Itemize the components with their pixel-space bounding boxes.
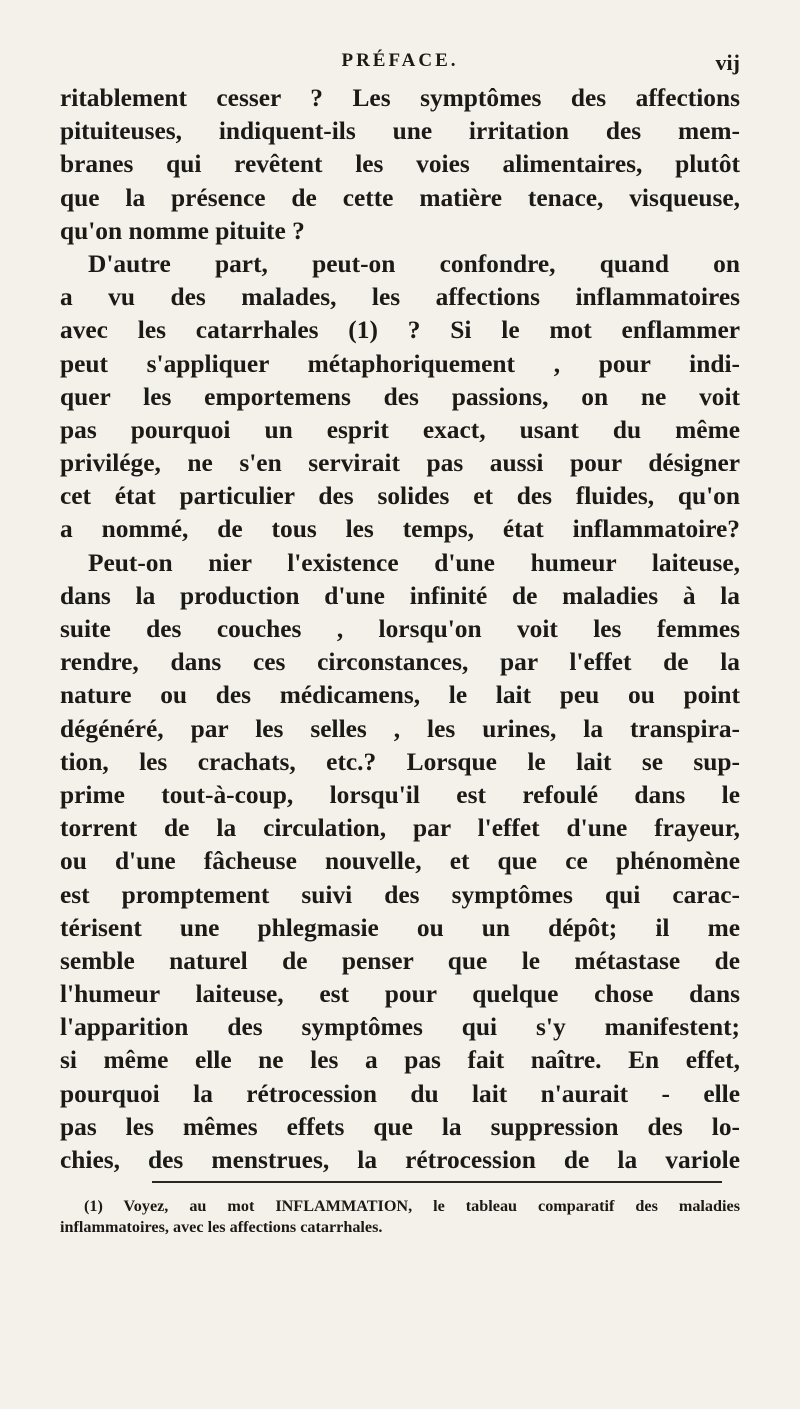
footnote-line: (1) Voyez, au mot INFLAMMATION, le tableau comparatif des maladies xyxy=(84,1197,740,1215)
footnote-line: inflammatoires, avec les affections catarrhales. xyxy=(60,1218,383,1236)
page-header xyxy=(60,50,740,80)
body-text xyxy=(60,82,740,1177)
footnote-divider xyxy=(152,1181,722,1183)
text-line: avec les catarrhales (1) ? Si le mot enflammer xyxy=(60,316,740,345)
text-line: a nommé, de tous les temps, état inflammatoire? xyxy=(60,515,740,544)
text-line: que la présence de cette matière tenace, visqueuse, xyxy=(60,183,740,212)
text-line: prime tout-à-coup, lorsqu'il est refoulé dans le xyxy=(60,780,740,809)
text-line: Peut-on nier l'existence d'une humeur laiteuse, xyxy=(88,548,740,577)
text-line: D'autre part, peut-on confondre, quand on xyxy=(88,249,740,278)
text-line: peut s'appliquer métaphoriquement , pour indi- xyxy=(60,349,740,378)
text-line: suite des couches , lorsqu'on voit les femmes xyxy=(60,615,740,643)
text-line: pas les mêmes effets que la suppression des lo- xyxy=(60,1112,740,1141)
text-line: a vu des malades, les affections inflammatoires xyxy=(60,283,740,312)
text-line: ou d'une fâcheuse nouvelle, et que ce phénomène xyxy=(60,847,740,876)
text-line: l'humeur laiteuse, est pour quelque chose dans xyxy=(60,980,740,1009)
text-line: semble naturel de penser que le métastase de xyxy=(60,946,740,975)
text-line: ritablement cesser ? Les symptômes des affections xyxy=(60,84,740,112)
text-line: pas pourquoi un esprit exact, usant du même xyxy=(60,415,740,444)
text-line: térisent une phlegmasie ou un dépôt; il me xyxy=(60,913,740,942)
text-line: pituiteuses, indiquent-ils une irritation des mem- xyxy=(60,117,740,146)
footnote xyxy=(60,1196,740,1238)
text-line: quer les emportemens des passions, on ne voit xyxy=(60,382,740,411)
text-line: est promptement suivi des symptômes qui carac- xyxy=(60,880,740,909)
text-line: rendre, dans ces circonstances, par l'effet de la xyxy=(60,648,740,677)
text-line: nature ou des médicamens, le lait peu ou point xyxy=(60,681,740,710)
text-line: chies, des menstrues, la rétrocession de la variole xyxy=(60,1146,740,1174)
text-line: privilége, ne s'en servirait pas aussi pour désigner xyxy=(60,449,740,478)
text-line: torrent de la circulation, par l'effet d'une frayeur, xyxy=(60,814,740,843)
page-number: vij xyxy=(715,50,740,75)
text-line: dans la production d'une infinité de maladies à la xyxy=(60,581,740,610)
text-line: cet état particulier des solides et des fluides, qu'on xyxy=(60,482,740,511)
text-line: branes qui revêtent les voies alimentaires, plutôt xyxy=(60,150,740,179)
running-title: PRÉFACE. xyxy=(341,50,459,71)
text-line: dégénéré, par les selles , les urines, la transpira- xyxy=(60,714,740,743)
text-line: tion, les crachats, etc.? Lorsque le lait se sup- xyxy=(60,747,740,776)
text-line: qu'on nomme pituite ? xyxy=(60,216,305,245)
text-line: pourquoi la rétrocession du lait n'aurait - elle xyxy=(60,1079,740,1108)
text-line: si même elle ne les a pas fait naître. En effet, xyxy=(60,1046,740,1075)
text-line: l'apparition des symptômes qui s'y manifestent; xyxy=(60,1013,740,1042)
